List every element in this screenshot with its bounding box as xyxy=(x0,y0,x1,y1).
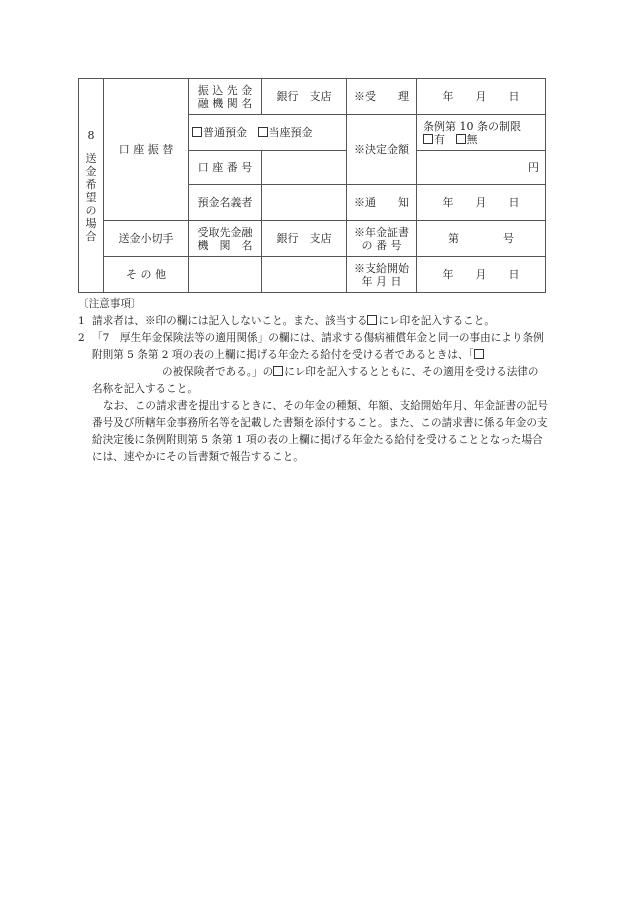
restriction-no-checkbox[interactable] xyxy=(456,134,466,144)
remittance-check-label: 送金小切手 xyxy=(104,221,189,257)
note-item-2 xyxy=(78,330,548,398)
remittance-form-table xyxy=(78,78,546,293)
payment-start-date-field[interactable]: 年 月 日 xyxy=(417,257,546,293)
other-field-1[interactable] xyxy=(189,257,262,293)
other-label: そ の 他 xyxy=(104,257,189,293)
note-number: 1 xyxy=(78,315,85,327)
other-field-2[interactable] xyxy=(262,257,347,293)
note-paragraph: なお、この請求書を提出するときに、その年金の種類、年額、支給開始年月、年金証書の記号番号及び所轄年金事務所名等を記載した書類を添付すること。また、この請求書に係る年金の支給決定後に条例附則第 5 条第 1 項の表の上欄に掲げる年金たる給付を受けることとなった場合には、速やかにその旨書類で報告すること。 xyxy=(92,400,548,463)
checkbox-symbol xyxy=(367,315,377,325)
restriction-label: 条例第 10 条の制限 xyxy=(423,119,521,133)
section-title-char: 希 xyxy=(85,177,97,191)
decision-amount-label: ※決定金額 xyxy=(347,115,417,185)
section-title-char: 合 xyxy=(85,229,97,243)
section-title-char: 送 xyxy=(85,151,97,165)
pension-cert-label: ※年金証書 の 番 号 xyxy=(347,221,417,257)
received-label: ※受 理 xyxy=(347,79,417,115)
pension-cert-field[interactable]: 第 号 xyxy=(417,221,546,257)
bank-branch-field[interactable]: 銀行 支店 xyxy=(262,79,347,115)
note-text: にレ印を記入すること。 xyxy=(378,315,495,327)
current-deposit-checkbox[interactable] xyxy=(258,127,268,137)
account-number-label: 口 座 番 号 xyxy=(189,151,262,185)
notes-heading: 〔注意事項〕 xyxy=(78,298,142,310)
checkbox-symbol xyxy=(474,349,484,359)
current-deposit-label: 当座預金 xyxy=(268,126,313,139)
bank-name-label: 振 込 先 金 融 機 関 名 xyxy=(189,79,262,115)
ordinary-deposit-checkbox[interactable] xyxy=(192,127,202,137)
note-text: 「7 厚生年金保険法等の適用関係」の欄には、請求する傷病補償年金と同一の事由により条例附則第 5 条第 2 項の表の上欄に掲げる年金たる給付を受ける者であるときは、「 xyxy=(92,332,544,361)
section-title-cell xyxy=(79,79,104,293)
restriction-no-label: 無 xyxy=(466,132,478,146)
notice-date-field[interactable]: 年 月 日 xyxy=(417,185,546,221)
deposit-type-cell xyxy=(189,115,347,151)
recipient-bank-field[interactable]: 銀行 支店 xyxy=(262,221,347,257)
section-number: 8 xyxy=(87,128,95,142)
note-text: 請求者は、※印の欄には記入しないこと。また、該当する xyxy=(92,315,368,327)
account-holder-field[interactable] xyxy=(262,185,347,221)
note-text: にレ印を記入するとともに、その適用を受ける法律の名称を記入すること。 xyxy=(92,366,539,395)
decision-amount-field[interactable]: 円 xyxy=(417,151,546,185)
account-number-field[interactable] xyxy=(262,151,347,185)
ordinary-deposit-label: 普通預金 xyxy=(203,126,247,139)
account-transfer-label: 口 座 振 替 xyxy=(104,79,189,221)
note-item-1 xyxy=(78,313,548,330)
account-holder-label: 預金名義者 xyxy=(189,185,262,221)
section-title-char: の xyxy=(85,203,97,217)
note-number: 2 xyxy=(78,332,85,344)
recipient-bank-label: 受取先金融 機 関 名 xyxy=(189,221,262,257)
restriction-yes-checkbox[interactable] xyxy=(423,134,433,144)
notes-section xyxy=(78,296,548,466)
section-title-char: 金 xyxy=(85,164,97,178)
restriction-yes-label: 有 xyxy=(434,132,445,146)
payment-start-label: ※支給開始 年 月 日 xyxy=(347,257,417,293)
checkbox-symbol xyxy=(273,366,283,376)
restriction-cell xyxy=(417,115,546,151)
section-title-char: 望 xyxy=(85,190,97,204)
section-title-char: 場 xyxy=(85,216,97,230)
note-text: の被保険者である。」の xyxy=(162,366,274,378)
received-date-field[interactable]: 年 月 日 xyxy=(417,79,546,115)
notice-label: ※通 知 xyxy=(347,185,417,221)
